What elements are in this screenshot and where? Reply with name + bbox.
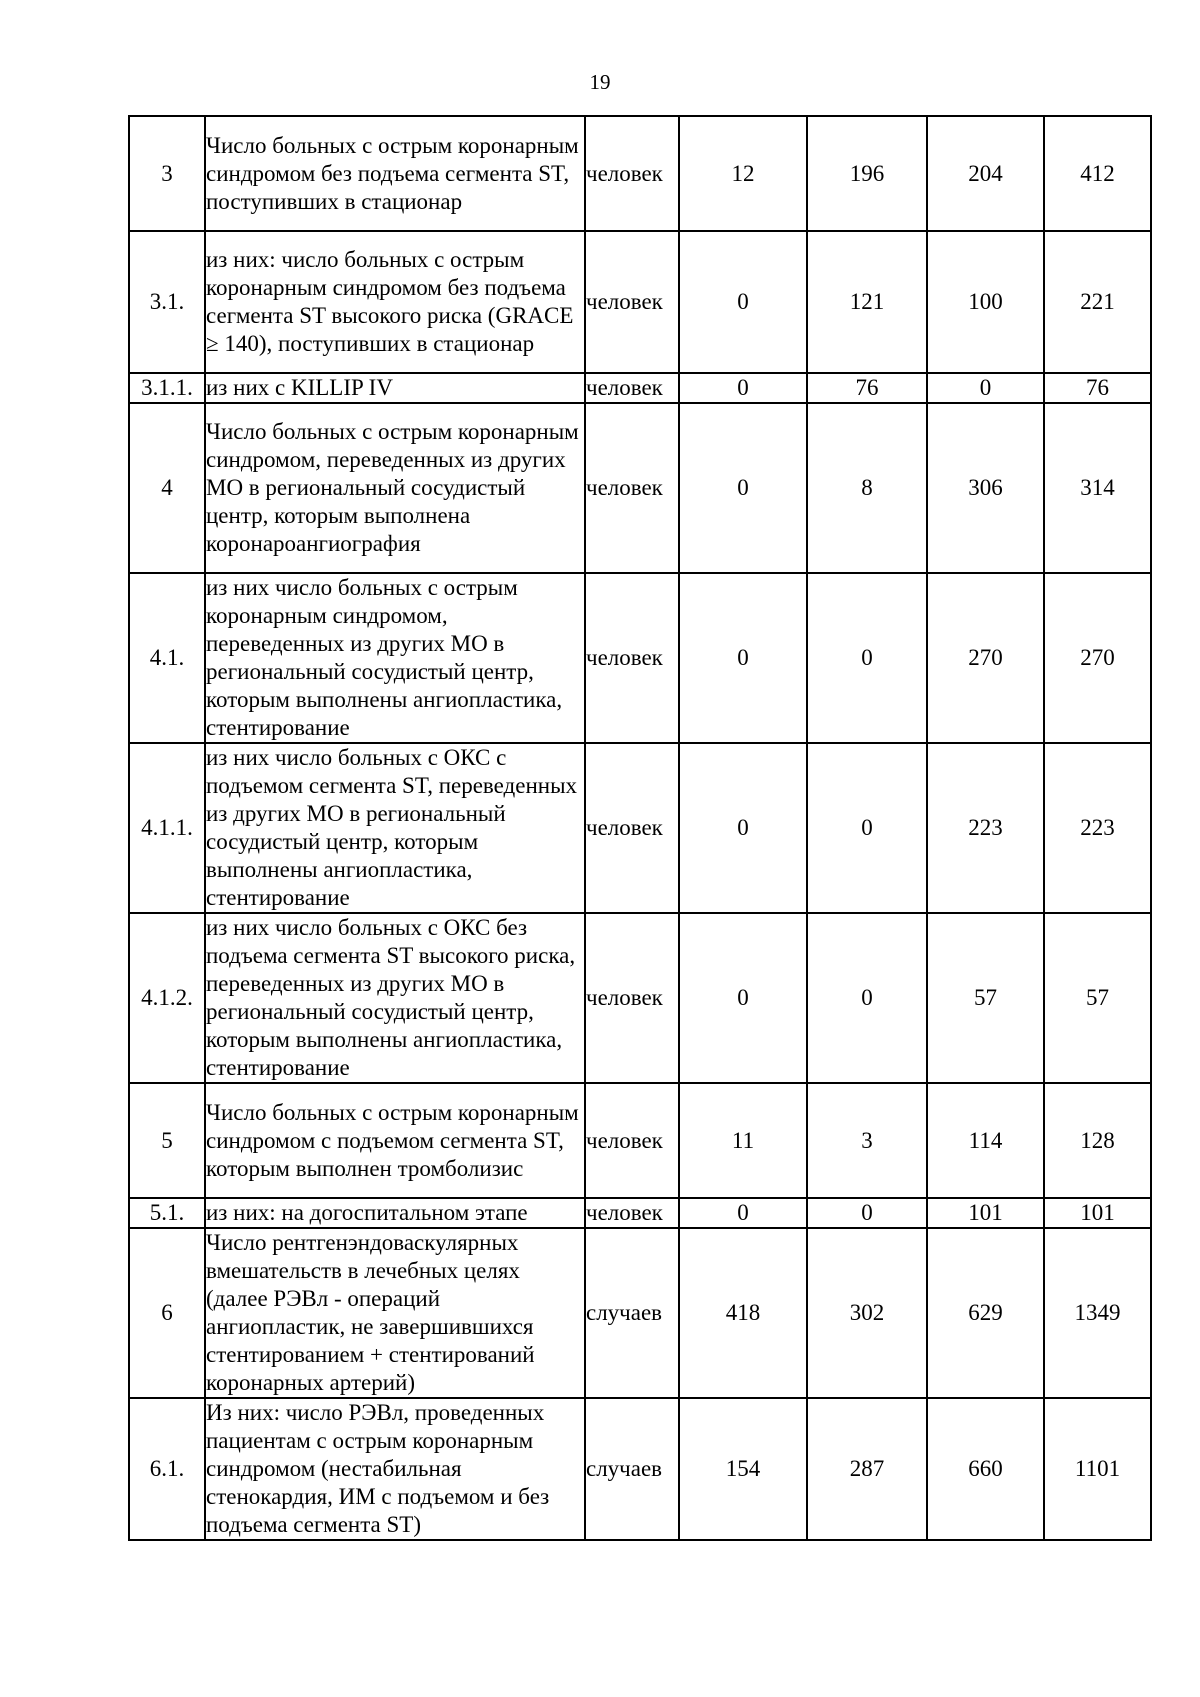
row-value-4: 57 [1044,913,1151,1083]
statistics-table [128,115,1152,1541]
table-row [129,231,1151,373]
row-description: из них: число больных с острым коронарным синдромом без подъема сегмента ST высокого риска (GRACE ≥ 140), поступивших в стационар [205,231,585,373]
row-description: из них число больных с острым коронарным синдромом, переведенных из других МО в региональный сосудистый центр, которым выполнены ангиопластика, стентирование [205,573,585,743]
row-description: Из них: число РЭВл, проведенных пациентам с острым коронарным синдромом (нестабильная стенокардия, ИМ с подъемом и без подъема сегмента ST) [205,1398,585,1540]
row-unit: человек [585,743,679,913]
row-value-2: 8 [807,403,927,573]
row-number: 4.1.2. [129,913,205,1083]
row-value-4: 412 [1044,116,1151,231]
row-unit: человек [585,1083,679,1198]
row-number: 6 [129,1228,205,1398]
row-value-3: 114 [927,1083,1044,1198]
row-value-2: 3 [807,1083,927,1198]
row-description: из них число больных с ОКС без подъема сегмента ST высокого риска, переведенных из других МО в региональный сосудистый центр, которым выполнены ангиопластика, стентирование [205,913,585,1083]
row-value-1: 11 [679,1083,807,1198]
row-number: 6.1. [129,1398,205,1540]
row-description: из них: на догоспитальном этапе [205,1198,585,1228]
row-value-4: 128 [1044,1083,1151,1198]
row-value-1: 0 [679,1198,807,1228]
row-description: Число больных с острым коронарным синдромом без подъема сегмента ST, поступивших в стационар [205,116,585,231]
row-value-3: 306 [927,403,1044,573]
row-value-3: 57 [927,913,1044,1083]
row-number: 3.1. [129,231,205,373]
row-value-3: 223 [927,743,1044,913]
row-value-1: 0 [679,373,807,403]
row-value-2: 196 [807,116,927,231]
row-description: Число рентгенэндоваскулярных вмешательств в лечебных целях (далее РЭВл - операций ангиопластик, не завершившихся стентированием + стентирований коронарных артерий) [205,1228,585,1398]
row-number: 3 [129,116,205,231]
row-value-1: 0 [679,913,807,1083]
row-unit: случаев [585,1228,679,1398]
row-value-3: 270 [927,573,1044,743]
row-value-2: 0 [807,1198,927,1228]
row-description: из них число больных с ОКС с подъемом сегмента ST, переведенных из других МО в региональный сосудистый центр, которым выполнены ангиопластика, стентирование [205,743,585,913]
row-value-2: 0 [807,573,927,743]
row-value-4: 1349 [1044,1228,1151,1398]
row-unit: человек [585,373,679,403]
table-row [129,403,1151,573]
row-value-1: 0 [679,231,807,373]
table-row [129,1228,1151,1398]
row-value-1: 12 [679,116,807,231]
row-number: 4 [129,403,205,573]
row-value-1: 0 [679,743,807,913]
row-unit: случаев [585,1398,679,1540]
row-number: 3.1.1. [129,373,205,403]
row-value-4: 1101 [1044,1398,1151,1540]
row-value-2: 0 [807,743,927,913]
row-unit: человек [585,231,679,373]
table-row [129,116,1151,231]
row-value-4: 221 [1044,231,1151,373]
row-value-2: 302 [807,1228,927,1398]
row-number: 4.1. [129,573,205,743]
row-value-4: 101 [1044,1198,1151,1228]
table-row [129,1083,1151,1198]
row-value-3: 629 [927,1228,1044,1398]
row-value-2: 76 [807,373,927,403]
row-value-2: 0 [807,913,927,1083]
row-value-1: 0 [679,403,807,573]
table-row [129,1198,1151,1228]
row-description: из них с KILLIP IV [205,373,585,403]
row-value-2: 121 [807,231,927,373]
row-value-3: 204 [927,116,1044,231]
table-row [129,913,1151,1083]
row-value-4: 76 [1044,373,1151,403]
row-value-3: 101 [927,1198,1044,1228]
table-row [129,743,1151,913]
row-value-2: 287 [807,1398,927,1540]
row-value-3: 0 [927,373,1044,403]
row-number: 4.1.1. [129,743,205,913]
row-description: Число больных с острым коронарным синдромом с подъемом сегмента ST, которым выполнен тромболизис [205,1083,585,1198]
row-number: 5.1. [129,1198,205,1228]
row-unit: человек [585,1198,679,1228]
row-value-4: 314 [1044,403,1151,573]
table-row [129,373,1151,403]
row-unit: человек [585,116,679,231]
row-value-3: 100 [927,231,1044,373]
row-unit: человек [585,913,679,1083]
row-unit: человек [585,403,679,573]
row-description: Число больных с острым коронарным синдромом, переведенных из других МО в региональный сосудистый центр, которым выполнена коронароангиография [205,403,585,573]
row-value-1: 154 [679,1398,807,1540]
table-row [129,573,1151,743]
row-number: 5 [129,1083,205,1198]
row-value-3: 660 [927,1398,1044,1540]
row-value-1: 0 [679,573,807,743]
row-unit: человек [585,573,679,743]
row-value-4: 223 [1044,743,1151,913]
row-value-1: 418 [679,1228,807,1398]
page-number: 19 [589,70,611,94]
row-value-4: 270 [1044,573,1151,743]
table-row [129,1398,1151,1540]
